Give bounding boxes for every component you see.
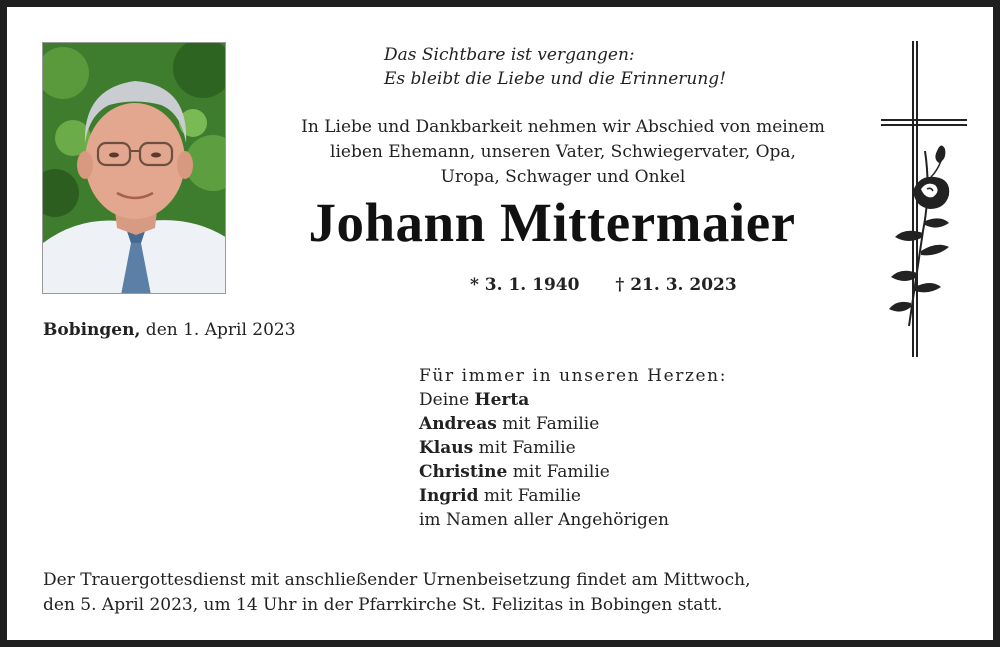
deceased-name: Johann Mittermaier (308, 192, 796, 253)
family-member (419, 460, 727, 484)
life-dates (470, 275, 737, 295)
family-heading: Für immer in unseren Herzen: (419, 366, 728, 386)
service-line: den 5. April 2023, um 14 Uhr in der Pfarrkirche St. Felizitas in Bobingen statt. (43, 595, 723, 615)
death-date: † 21. 3. 2023 (615, 275, 737, 295)
family-closing: im Namen aller Angehörigen (419, 510, 669, 530)
family-member (419, 388, 727, 412)
motto-line: Es bleibt die Liebe und die Erinnerung! (384, 69, 727, 89)
farewell-text (257, 115, 869, 190)
date-text: den 1. April 2023 (140, 320, 296, 340)
family-member (419, 484, 727, 508)
member-name: Andreas (419, 414, 497, 434)
birth-date: * 3. 1. 1940 (470, 275, 580, 295)
place-name: Bobingen, (43, 320, 141, 340)
member-suffix: mit Familie (473, 438, 576, 458)
family-signatures (419, 364, 727, 532)
farewell-line: Uropa, Schwager und Onkel (440, 167, 686, 187)
service-line: Der Trauergottesdienst mit anschließender Urnenbeisetzung findet am Mittwoch, (43, 570, 751, 590)
farewell-line: In Liebe und Dankbarkeit nehmen wir Abschied von meinem (301, 117, 825, 137)
service-notice (43, 568, 751, 618)
member-name: Christine (419, 462, 508, 482)
farewell-line: lieben Ehemann, unseren Vater, Schwiegervater, Opa, (330, 142, 796, 162)
motto-quote (384, 43, 726, 91)
member-name: Ingrid (419, 486, 479, 506)
place-date-line (43, 320, 296, 340)
cross-with-rose-icon (875, 41, 973, 359)
member-suffix: mit Familie (478, 486, 581, 506)
member-suffix: mit Familie (496, 414, 600, 434)
member-name: Herta (474, 390, 530, 410)
portrait-photo (42, 42, 226, 294)
family-member (419, 412, 727, 436)
motto-line: Das Sichtbare ist vergangen: (384, 45, 635, 65)
member-suffix: mit Familie (507, 462, 610, 482)
member-prefix: Deine (419, 390, 475, 410)
obituary-card (7, 7, 993, 640)
family-member (419, 436, 727, 460)
member-name: Klaus (419, 438, 474, 458)
